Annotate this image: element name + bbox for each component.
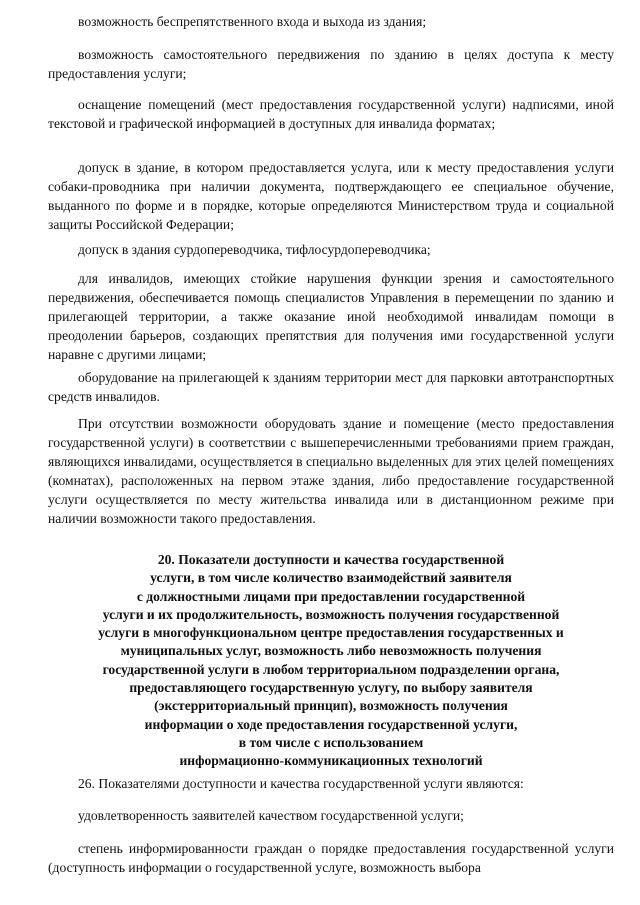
heading-line: услуги в многофункциональном центре предоставления государственных и — [98, 625, 564, 641]
heading-line: услуги и их продолжительность, возможность получения государственной — [102, 606, 560, 622]
heading-line: информации о ходе предоставления государственной услуги, — [144, 716, 518, 732]
heading-line: информационно-коммуникационных технологий — [179, 753, 483, 769]
paragraph-parking: оборудование на прилегающей к зданиям территории мест для парковки автотранспортных средств инвалидов. — [48, 370, 614, 404]
paragraph-clause-26: 26. Показателями доступности и качества государственной услуги являются: — [78, 776, 524, 791]
heading-line: предоставляющего государственную услугу, по выбору заявителя — [129, 680, 533, 696]
paragraph-assistance: для инвалидов, имеющих стойкие нарушения функции зрения и самостоятельного передвижения, обеспечивается помощь специалистов Управления в перемещении по зданию и прилегающей территории, а также оказание иной необходимой инвалидам помощи в преодолении барьеров, создающих препятствия для получения ими государственной услуги наравне с другими лицами; — [48, 271, 614, 362]
paragraph-movement: возможность самостоятельного передвижения по зданию в целях доступа к месту предоставления услуги; — [48, 47, 614, 81]
paragraph-awareness: степень информированности граждан о порядке предоставления государственной услуги (доступность информации о государственной услуге, возможность выбора — [48, 841, 614, 875]
paragraph-interpreter: допуск в здания сурдопереводчика, тифлосурдопереводчика; — [78, 242, 431, 257]
heading-line: (экстерриториальный принцип), возможность получения — [154, 698, 508, 714]
paragraph-satisfaction: удовлетворенность заявителей качеством государственной услуги; — [78, 808, 464, 823]
heading-line: 20. Показатели доступности и качества государственной — [157, 552, 505, 567]
heading-line: услуги, в том числе количество взаимодействий заявителя — [150, 570, 512, 586]
heading-line: в том числе с использованием — [238, 734, 424, 750]
paragraph-signage: оснащение помещений (мест предоставления государственной услуги) надписями, иной текстовой и графической информацией в доступных для инвалида форматах; — [48, 97, 614, 131]
section-heading-20 — [48, 551, 614, 771]
heading-line: с должностными лицами при предоставлении государственной — [136, 588, 526, 604]
heading-line: государственной услуги в любом территориальном подразделении органа, — [102, 661, 560, 677]
paragraph-entry-exit: возможность беспрепятственного входа и выхода из здания; — [78, 14, 427, 29]
paragraph-alternative-reception: При отсутствии возможности оборудовать здание и помещение (место предоставления государственной услуги) в соответствии с вышеперечисленными требованиями прием граждан, являющихся инвалидами, осуществляется в специально выделенных для этих целей помещениях (комнатах), расположенных на первом этаже здания, либо предоставление государственной услуги осуществляется по месту жительства инвалида или в дистанционном режиме при наличии возможности такого предоставления. — [48, 416, 614, 526]
paragraph-guide-dog: допуск в здание, в котором предоставляется услуга, или к месту предоставления услуги собаки-проводника при наличии документа, подтверждающего ее специальное обучение, выданного по форме и в порядке, которые определяются Министерством труда и социальной защиты Российской Федерации; — [48, 160, 614, 232]
heading-line: муниципальных услуг, возможность либо невозможность получения — [120, 643, 542, 659]
